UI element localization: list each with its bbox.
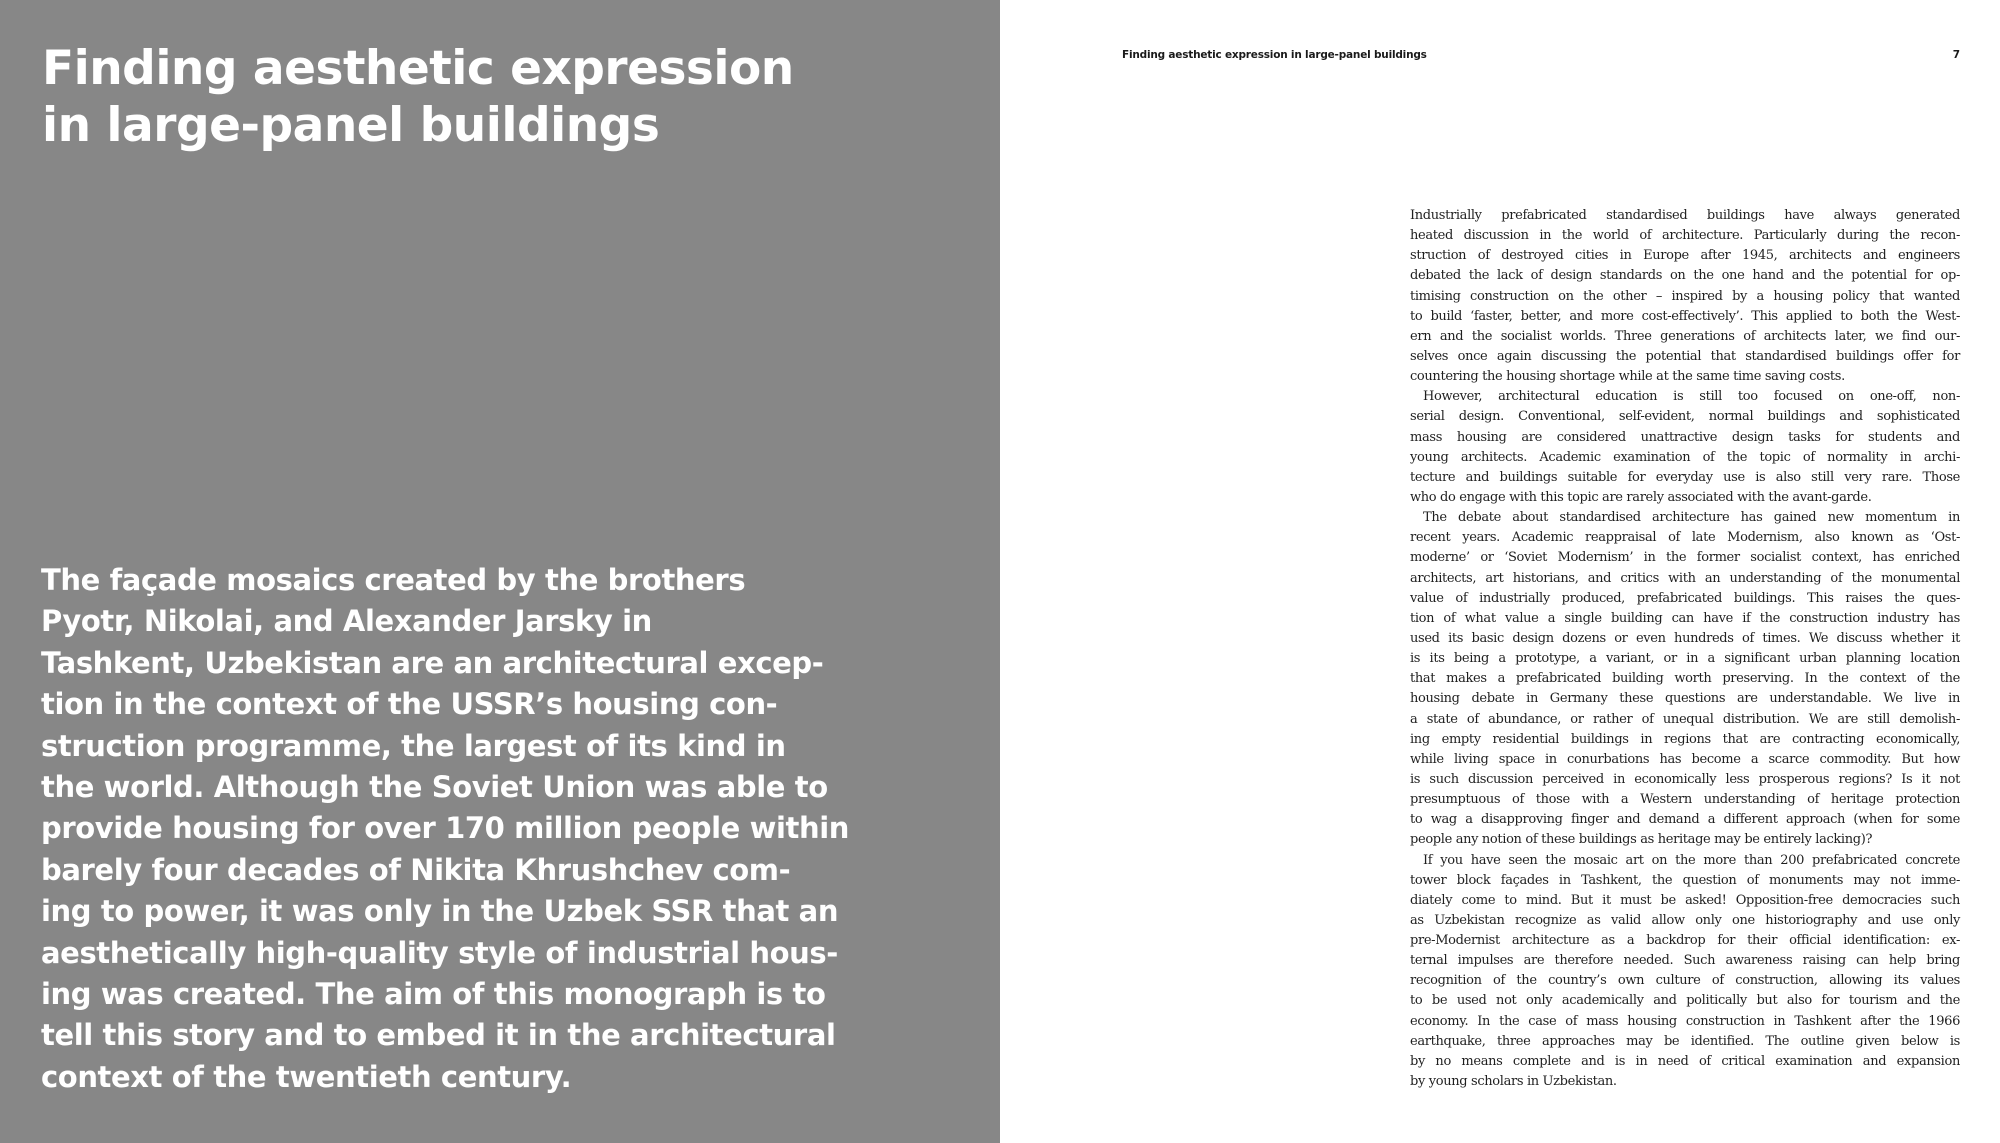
intro-line: The façade mosaics created by the brothers bbox=[41, 563, 746, 597]
intro-paragraph bbox=[41, 560, 850, 1098]
body-line: ing empty residential buildings in regions that are contracting economically, bbox=[1410, 731, 1960, 747]
body-line: countering the housing shortage while at the same time saving costs. bbox=[1410, 369, 1845, 385]
body-line: moderne’ or ‘Soviet Modernism’ in the former socialist context, has enriched bbox=[1410, 550, 1960, 566]
body-line: who do engage with this topic are rarely associated with the avant-garde. bbox=[1410, 489, 1872, 505]
body-line: to build ‘faster, better, and more cost-effectively’. This applied to both the West- bbox=[1410, 308, 1960, 324]
body-line: tecture and buildings suitable for everyday use is also still very rare. Those bbox=[1410, 469, 1960, 485]
body-line: selves once again discussing the potential that standardised buildings offer for bbox=[1410, 348, 1960, 364]
intro-line: barely four decades of Nikita Khrushchev com- bbox=[41, 852, 791, 887]
intro-line: tion in the context of the USSR’s housing con- bbox=[41, 687, 778, 722]
body-line: earthquake, three approaches may be identified. The outline given below is bbox=[1410, 1033, 1960, 1049]
body-line: heated discussion in the world of architecture. Particularly during the recon- bbox=[1410, 228, 1960, 244]
body-line: young architects. Academic examination of the topic of normality in archi- bbox=[1410, 449, 1960, 465]
body-line: housing debate in Germany these questions are understandable. We live in bbox=[1410, 691, 1960, 707]
body-line: that makes a prefabricated building worth preserving. In the context of the bbox=[1410, 671, 1960, 687]
body-line: tower block façades in Tashkent, the question of monuments may not imme- bbox=[1410, 872, 1960, 888]
body-line: used its basic design dozens or even hundreds of times. We discuss whether it bbox=[1410, 630, 1960, 646]
body-line: by young scholars in Uzbekistan. bbox=[1410, 1074, 1617, 1090]
intro-line: ing was created. The aim of this monograph is to bbox=[41, 977, 826, 1012]
body-line: However, architectural education is still too focused on one-off, non- bbox=[1423, 389, 1960, 405]
title-line: in large-panel buildings bbox=[42, 98, 660, 153]
body-line: diately come to mind. But it must be asked! Opposition-free democracies such bbox=[1410, 892, 1960, 908]
body-line: recognition of the country’s own culture of construction, allowing its values bbox=[1410, 973, 1960, 989]
body-line: mass housing are considered unattractive design tasks for students and bbox=[1410, 429, 1960, 445]
running-head: Finding aesthetic expression in large-panel buildings bbox=[1122, 49, 1427, 61]
body-line: as Uzbekistan recognize as valid allow only one historiography and use only bbox=[1410, 912, 1960, 928]
intro-line: ing to power, it was only in the Uzbek SSR that an bbox=[41, 894, 839, 929]
intro-line: provide housing for over 170 million people within bbox=[41, 811, 850, 846]
body-line: economy. In the case of mass housing construction in Tashkent after the 1966 bbox=[1410, 1013, 1960, 1029]
body-line: tion of what value a single building can have if the construction industry has bbox=[1410, 610, 1960, 626]
body-line: to be used not only academically and politically but also for tourism and the bbox=[1410, 993, 1960, 1009]
body-line: ern and the socialist worlds. Three generations of architects later, we find our- bbox=[1410, 328, 1960, 344]
page-number: 7 bbox=[1952, 49, 1960, 61]
title-line: Finding aesthetic expression bbox=[42, 41, 794, 96]
body-line: If you have seen the mosaic art on the more than 200 prefabricated concrete bbox=[1423, 852, 1960, 868]
intro-line: Pyotr, Nikolai, and Alexander Jarsky in bbox=[41, 604, 652, 639]
body-text bbox=[1410, 206, 1960, 1092]
body-line: presumptuous of those with a Western understanding of heritage protection bbox=[1410, 792, 1960, 808]
body-line: by no means complete and is in need of critical examination and expansion bbox=[1410, 1053, 1960, 1069]
body-line: Industrially prefabricated standardised buildings have always generated bbox=[1410, 208, 1960, 223]
body-line: debated the lack of design standards on the one hand and the potential for op- bbox=[1410, 268, 1960, 284]
body-line: is such discussion perceived in economically less prosperous regions? Is it not bbox=[1410, 771, 1960, 787]
body-line: architects, art historians, and critics with an understanding of the monumental bbox=[1410, 570, 1960, 586]
right-page bbox=[1000, 0, 2000, 1143]
body-line: people any notion of these buildings as heritage may be entirely lacking)? bbox=[1410, 832, 1873, 848]
body-line: timising construction on the other – inspired by a housing policy that wanted bbox=[1410, 288, 1960, 304]
body-line: to wag a disapproving finger and demand a different approach (when for some bbox=[1410, 812, 1960, 828]
body-line: recent years. Academic reappraisal of late Modernism, also known as ‘Ost- bbox=[1410, 530, 1960, 546]
body-line: while living space in conurbations has become a scarce commodity. But how bbox=[1410, 751, 1960, 767]
intro-line: context of the twentieth century. bbox=[41, 1059, 572, 1094]
intro-line: the world. Although the Soviet Union was able to bbox=[41, 770, 828, 805]
body-line: value of industrially produced, prefabricated buildings. This raises the ques- bbox=[1410, 590, 1960, 606]
body-line: is its being a prototype, a variant, or in a significant urban planning location bbox=[1410, 651, 1960, 667]
body-line: serial design. Conventional, self-evident, normal buildings and sophisticated bbox=[1410, 409, 1960, 425]
body-line: struction of destroyed cities in Europe after 1945, architects and engineers bbox=[1410, 248, 1960, 264]
body-line: a state of abundance, or rather of unequal distribution. We are still demolish- bbox=[1410, 711, 1960, 727]
intro-line: struction programme, the largest of its kind in bbox=[41, 728, 786, 763]
chapter-title bbox=[42, 40, 802, 154]
body-line: ternal impulses are therefore needed. Such awareness raising can help bring bbox=[1410, 953, 1960, 969]
intro-line: tell this story and to embed it in the architectural bbox=[41, 1018, 836, 1053]
body-line: The debate about standardised architecture has gained new momentum in bbox=[1423, 510, 1960, 526]
intro-line: Tashkent, Uzbekistan are an architectural excep- bbox=[41, 645, 824, 680]
intro-line: aesthetically high-quality style of industrial hous- bbox=[41, 935, 838, 970]
body-line: pre-Modernist architecture as a backdrop for their official identification: ex- bbox=[1410, 933, 1960, 949]
